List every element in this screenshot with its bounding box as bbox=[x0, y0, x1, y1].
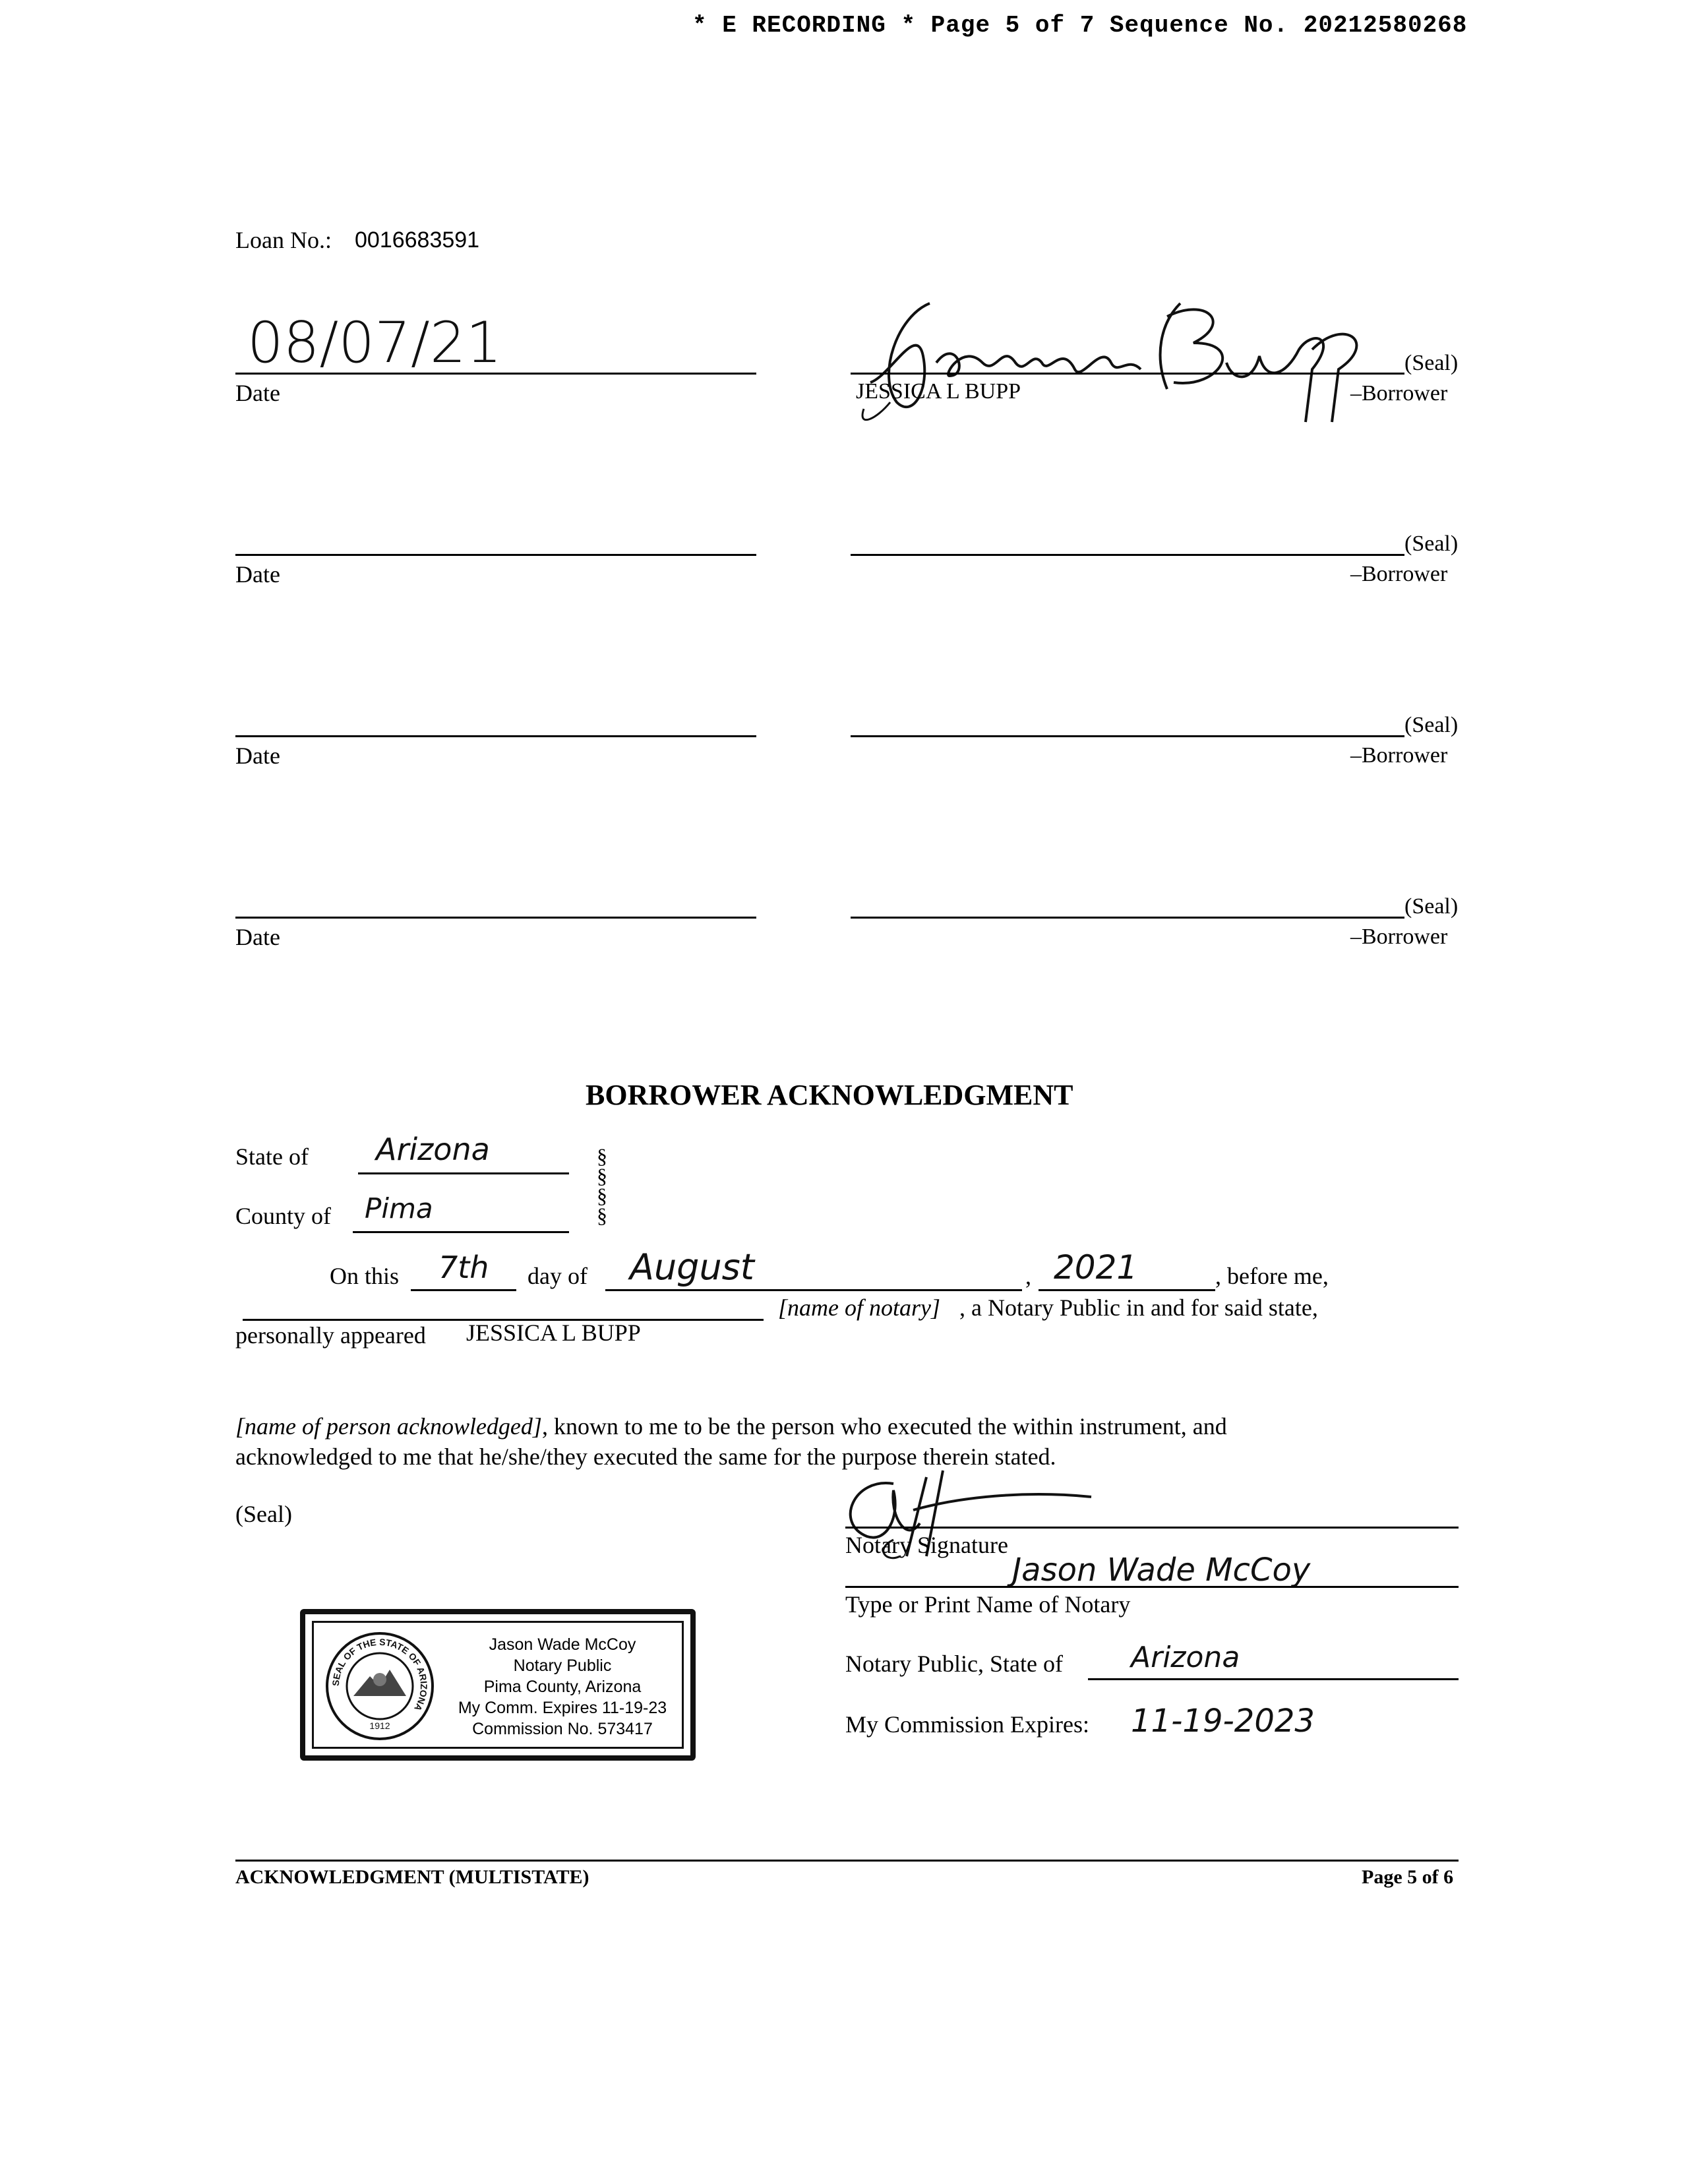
day-value: 7th bbox=[438, 1250, 489, 1285]
notary-stamp bbox=[300, 1609, 696, 1761]
acknowledgment-title: BORROWER ACKNOWLEDGMENT bbox=[586, 1079, 1073, 1111]
month-value: August bbox=[630, 1246, 754, 1288]
state-line bbox=[358, 1172, 569, 1174]
seal-label-1: (Seal) bbox=[1404, 351, 1459, 375]
date-line-1 bbox=[235, 373, 756, 375]
seal-label-4: (Seal) bbox=[1404, 894, 1459, 919]
known-text: , known to me to be the person who executed the within instrument, and bbox=[541, 1413, 1227, 1440]
date-line-2 bbox=[235, 554, 756, 556]
date-value-1: 08/07/21 bbox=[247, 310, 502, 376]
borrower-role-3: –Borrower bbox=[1350, 743, 1448, 768]
notary-seal-label: (Seal) bbox=[235, 1501, 292, 1527]
comma-label: , bbox=[1025, 1263, 1031, 1289]
seal-label-2: (Seal) bbox=[1404, 531, 1459, 556]
notary-public-text: , a Notary Public in and for said state, bbox=[959, 1294, 1318, 1321]
notary-state-label: Notary Public, State of bbox=[845, 1651, 1063, 1677]
county-label: County of bbox=[235, 1203, 332, 1229]
date-label-4: Date bbox=[235, 924, 280, 950]
date-label-3: Date bbox=[235, 743, 280, 769]
borrower-role-4: –Borrower bbox=[1350, 925, 1448, 949]
notary-stamp-text: Jason Wade McCoy Notary Public Pima County, Arizona My Comm. Expires 11-19-23 Commission No. 573417 bbox=[458, 1635, 667, 1738]
loan-number-label: Loan No.: bbox=[235, 227, 332, 253]
signature-line-4 bbox=[851, 917, 1404, 919]
name-of-person-hint: [name of person acknowledged] bbox=[235, 1413, 542, 1440]
footer-rule bbox=[235, 1860, 1459, 1862]
notary-state-line bbox=[1088, 1678, 1459, 1680]
date-label-2: Date bbox=[235, 561, 280, 588]
before-me-label: , before me, bbox=[1215, 1263, 1329, 1289]
county-value: Pima bbox=[365, 1192, 433, 1225]
date-line-3 bbox=[235, 735, 756, 737]
acknowledgment-paragraph-line1 bbox=[235, 1412, 1227, 1440]
date-label-1: Date bbox=[235, 380, 280, 406]
notary-state-value: Arizona bbox=[1131, 1641, 1240, 1674]
section-marks: § § § § bbox=[597, 1144, 607, 1227]
recording-header: * E RECORDING * Page 5 of 7 Sequence No. 20212580268 bbox=[692, 12, 1468, 39]
footer-form-name: ACKNOWLEDGMENT (MULTISTATE) bbox=[235, 1866, 589, 1888]
notary-printed-name-label: Type or Print Name of Notary bbox=[845, 1591, 1131, 1618]
year-value: 2021 bbox=[1054, 1248, 1138, 1287]
name-of-notary-hint: [name of notary] bbox=[778, 1294, 940, 1321]
notary-signature-label: Notary Signature bbox=[845, 1532, 1008, 1558]
year-line bbox=[1039, 1289, 1215, 1291]
signature-line-1 bbox=[851, 373, 1404, 375]
date-line-4 bbox=[235, 917, 756, 919]
notary-printed-name-value: Jason Wade McCoy bbox=[1012, 1552, 1311, 1589]
day-line bbox=[411, 1289, 516, 1291]
acknowledgment-paragraph-line2: acknowledged to me that he/she/they executed the same for the purpose therein stated. bbox=[235, 1443, 1056, 1470]
state-value: Arizona bbox=[376, 1132, 490, 1167]
commission-expires-label: My Commission Expires: bbox=[845, 1711, 1090, 1738]
on-this-label: On this bbox=[330, 1263, 400, 1289]
arizona-state-seal-icon bbox=[324, 1630, 436, 1742]
borrower-name-1: JESSICA L BUPP bbox=[856, 379, 1021, 404]
notary-printed-name-line bbox=[845, 1586, 1459, 1588]
day-of-label: day of bbox=[528, 1263, 588, 1289]
signature-line-3 bbox=[851, 735, 1404, 737]
personally-appeared-label: personally appeared bbox=[235, 1322, 426, 1349]
borrower-role-1: –Borrower bbox=[1350, 381, 1448, 406]
month-line bbox=[605, 1289, 1022, 1291]
signature-line-2 bbox=[851, 554, 1404, 556]
svg-text:SEAL OF THE STATE OF ARIZONA: SEAL OF THE STATE OF ARIZONA bbox=[330, 1636, 430, 1713]
borrower-signature-image bbox=[851, 277, 1391, 429]
borrower-role-2: –Borrower bbox=[1350, 562, 1448, 586]
svg-text:1912: 1912 bbox=[369, 1720, 390, 1731]
county-line bbox=[353, 1231, 569, 1233]
person-acknowledged-name: JESSICA L BUPP bbox=[466, 1320, 641, 1346]
state-label: State of bbox=[235, 1143, 309, 1170]
notary-signature-line bbox=[845, 1527, 1459, 1529]
seal-label-3: (Seal) bbox=[1404, 713, 1459, 737]
loan-number-value: 0016683591 bbox=[355, 228, 480, 253]
footer-page-number: Page 5 of 6 bbox=[1362, 1866, 1454, 1888]
commission-expires-value: 11-19-2023 bbox=[1131, 1703, 1315, 1740]
